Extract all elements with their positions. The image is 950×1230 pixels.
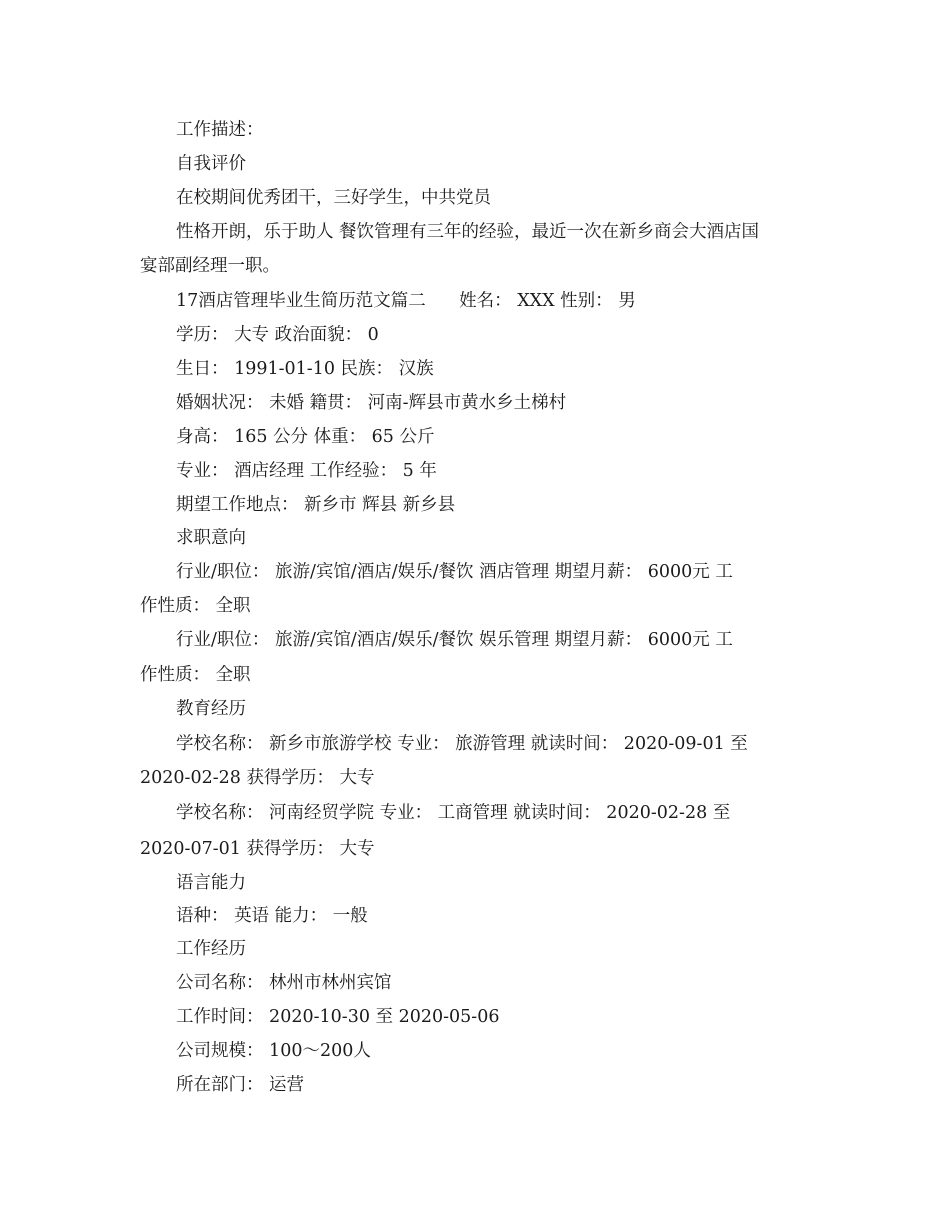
education-entry: 学校名称： 新乡市旅游学校 专业： 旅游管理 就读时间： 2020-09-01 至 (176, 734, 748, 754)
education-entry: 学校名称： 河南经贸学院 专业： 工商管理 就读时间： 2020-02-28 至 (176, 803, 731, 823)
job-intention-line: 行业/职位： 旅游/宾馆/酒店/娱乐/餐饮 娱乐管理 期望月薪： 6000元 工 (176, 630, 733, 650)
education-entry-cont: 2020-02-28 获得学历： 大专 (140, 768, 375, 788)
department-line: 所在部门： 运营 (176, 1075, 305, 1095)
job-intention-heading: 求职意向 (176, 528, 246, 548)
company-size-line: 公司规模： 100～200人 (176, 1041, 371, 1061)
education-level-line: 学历： 大专 政治面貌： 0 (176, 325, 379, 345)
self-evaluation-heading: 自我评价 (176, 154, 246, 174)
height-weight-line: 身高： 165 公分 体重： 65 公斤 (176, 427, 435, 447)
major-experience-line: 专业： 酒店经理 工作经验： 5 年 (176, 461, 437, 481)
job-intention-line: 行业/职位： 旅游/宾馆/酒店/娱乐/餐饮 酒店管理 期望月薪： 6000元 工 (176, 562, 733, 582)
language-heading: 语言能力 (176, 873, 246, 893)
language-line: 语种： 英语 能力： 一般 (176, 906, 368, 926)
expected-location-line: 期望工作地点： 新乡市 辉县 新乡县 (176, 495, 456, 515)
marital-status-line: 婚姻状况： 未婚 籍贯： 河南-辉县市黄水乡土梯村 (176, 393, 567, 413)
job-intention-line-cont: 作性质： 全职 (140, 596, 251, 616)
education-entry-cont: 2020-07-01 获得学历： 大专 (140, 839, 375, 859)
resume-title-line: 17酒店管理毕业生简历范文篇二 姓名： XXX 性别： 男 (176, 291, 636, 311)
self-evaluation-line: 在校期间优秀团干，三好学生，中共党员 (176, 188, 491, 208)
self-evaluation-paragraph-cont: 宴部副经理一职。 (140, 256, 280, 276)
birthday-line: 生日： 1991-01-10 民族： 汉族 (176, 359, 434, 379)
job-intention-line-cont: 作性质： 全职 (140, 665, 251, 685)
work-experience-heading: 工作经历 (176, 939, 246, 959)
education-heading: 教育经历 (176, 699, 246, 719)
self-evaluation-paragraph: 性格开朗，乐于助人 餐饮管理有三年的经验，最近一次在新乡商会大酒店国 (176, 222, 760, 242)
work-description-label: 工作描述： (176, 120, 264, 140)
work-period-line: 工作时间： 2020-10-30 至 2020-05-06 (176, 1007, 500, 1027)
company-name-line: 公司名称： 林州市林州宾馆 (176, 973, 392, 993)
